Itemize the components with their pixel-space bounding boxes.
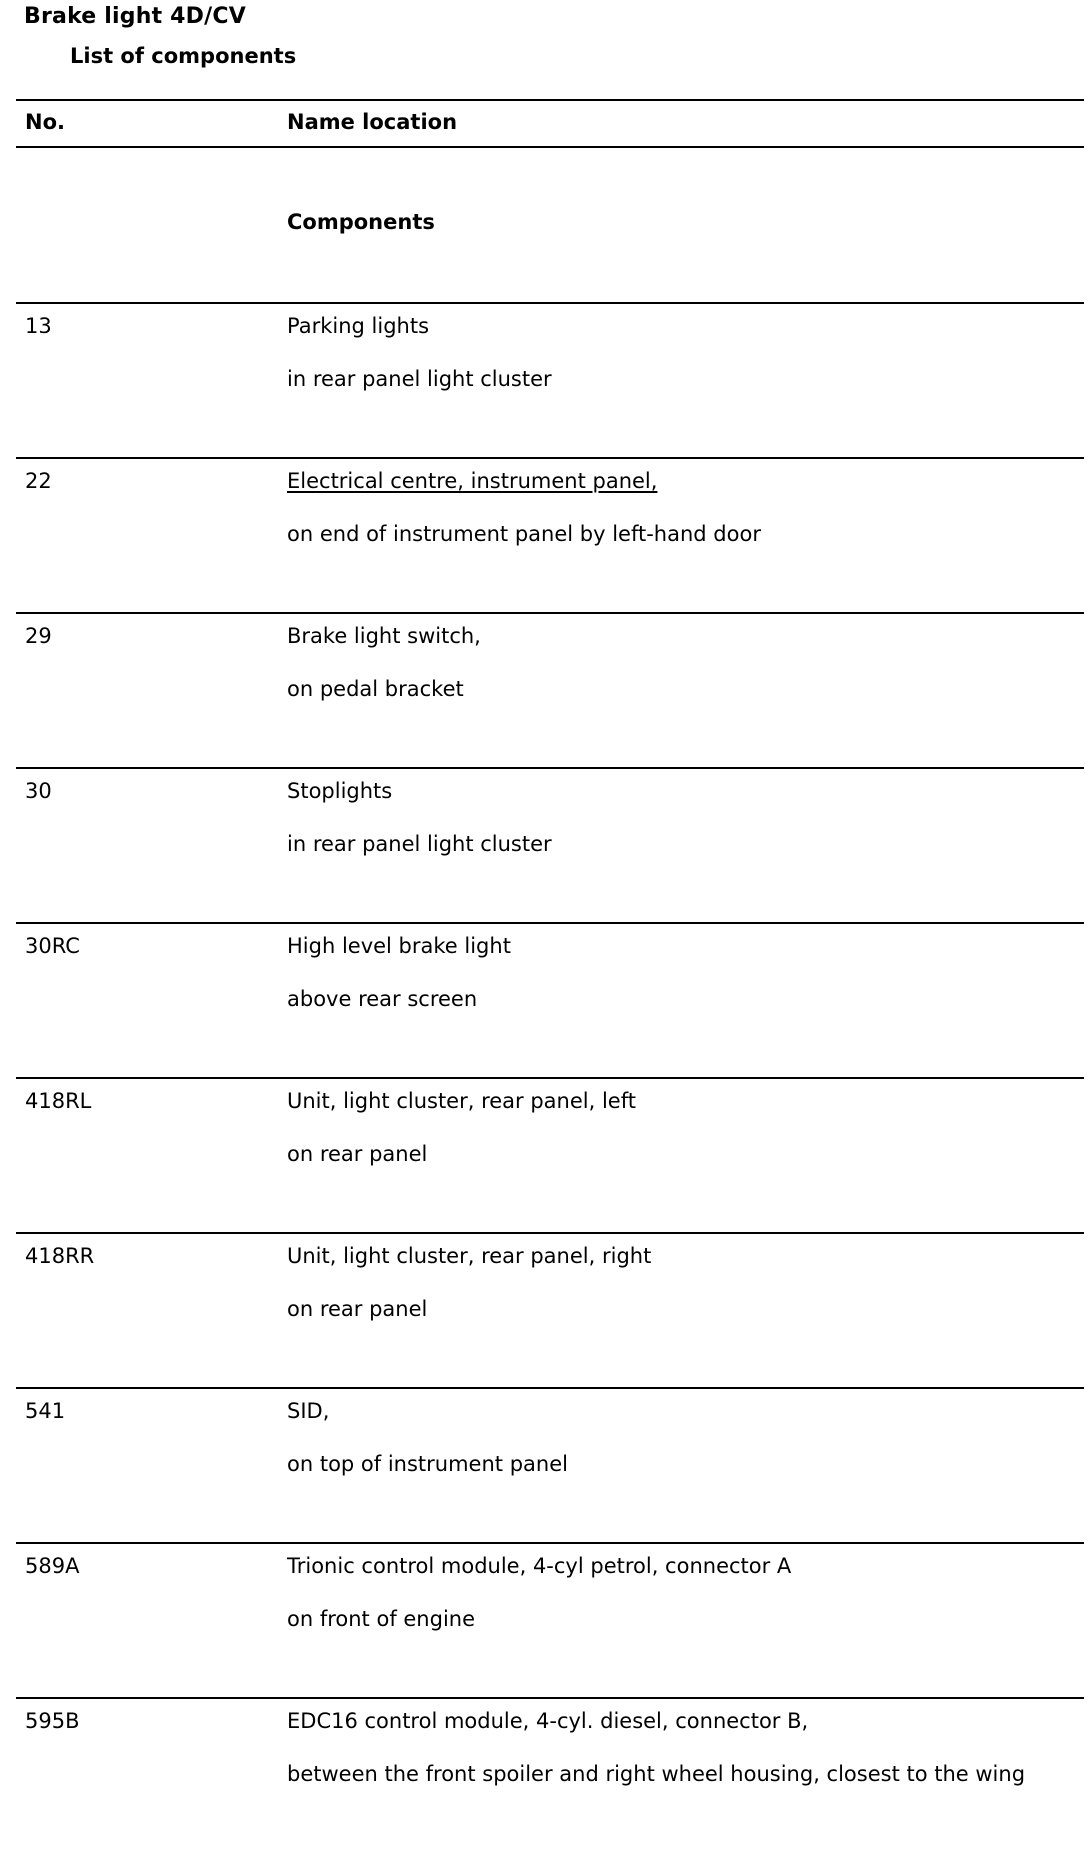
table-row [16,614,1084,769]
section-label-components: Components [287,210,435,234]
component-location: on end of instrument panel by left-hand door [287,522,761,546]
component-number: 30RC [25,934,80,958]
component-name: Trionic control module, 4-cyl petrol, connector A [287,1554,792,1578]
table-row [16,1544,1084,1699]
component-location: on rear panel [287,1297,428,1321]
components-table [16,99,1084,1852]
component-name: High level brake light [287,934,511,958]
component-name: Stoplights [287,779,393,803]
component-name: Brake light switch, [287,624,481,648]
component-number: 418RR [25,1244,95,1268]
document-title: Brake light 4D/CV [24,4,246,29]
component-location: on rear panel [287,1142,428,1166]
component-number: 30 [25,779,52,803]
component-name-link[interactable]: Electrical centre, instrument panel, [287,469,658,493]
component-number: 541 [25,1399,66,1423]
table-row [16,1234,1084,1389]
table-row [16,1699,1084,1852]
component-name: SID, [287,1399,330,1423]
column-header-name-location: Name location [287,110,458,134]
table-row [16,769,1084,924]
component-location: in rear panel light cluster [287,367,552,391]
table-header-row [16,99,1084,148]
component-name: EDC16 control module, 4-cyl. diesel, connector B, [287,1709,809,1733]
column-header-no: No. [25,110,65,134]
component-location: on front of engine [287,1607,476,1631]
component-location: on pedal bracket [287,677,464,701]
component-number: 13 [25,314,52,338]
component-number: 418RL [25,1089,92,1113]
component-number: 595B [25,1709,80,1733]
component-name: Parking lights [287,314,430,338]
table-row [16,459,1084,614]
section-row [16,148,1084,304]
table-row [16,1389,1084,1544]
component-name: Unit, light cluster, rear panel, left [287,1089,636,1113]
table-row [16,924,1084,1079]
table-row [16,1079,1084,1234]
table-row [16,304,1084,459]
component-location: on top of instrument panel [287,1452,568,1476]
component-location: in rear panel light cluster [287,832,552,856]
component-number: 589A [25,1554,80,1578]
document-subtitle: List of components [70,44,297,68]
component-location: above rear screen [287,987,478,1011]
component-number: 22 [25,469,52,493]
component-name: Unit, light cluster, rear panel, right [287,1244,652,1268]
component-location: between the front spoiler and right wheel housing, closest to the wing [287,1762,1026,1786]
component-number: 29 [25,624,52,648]
